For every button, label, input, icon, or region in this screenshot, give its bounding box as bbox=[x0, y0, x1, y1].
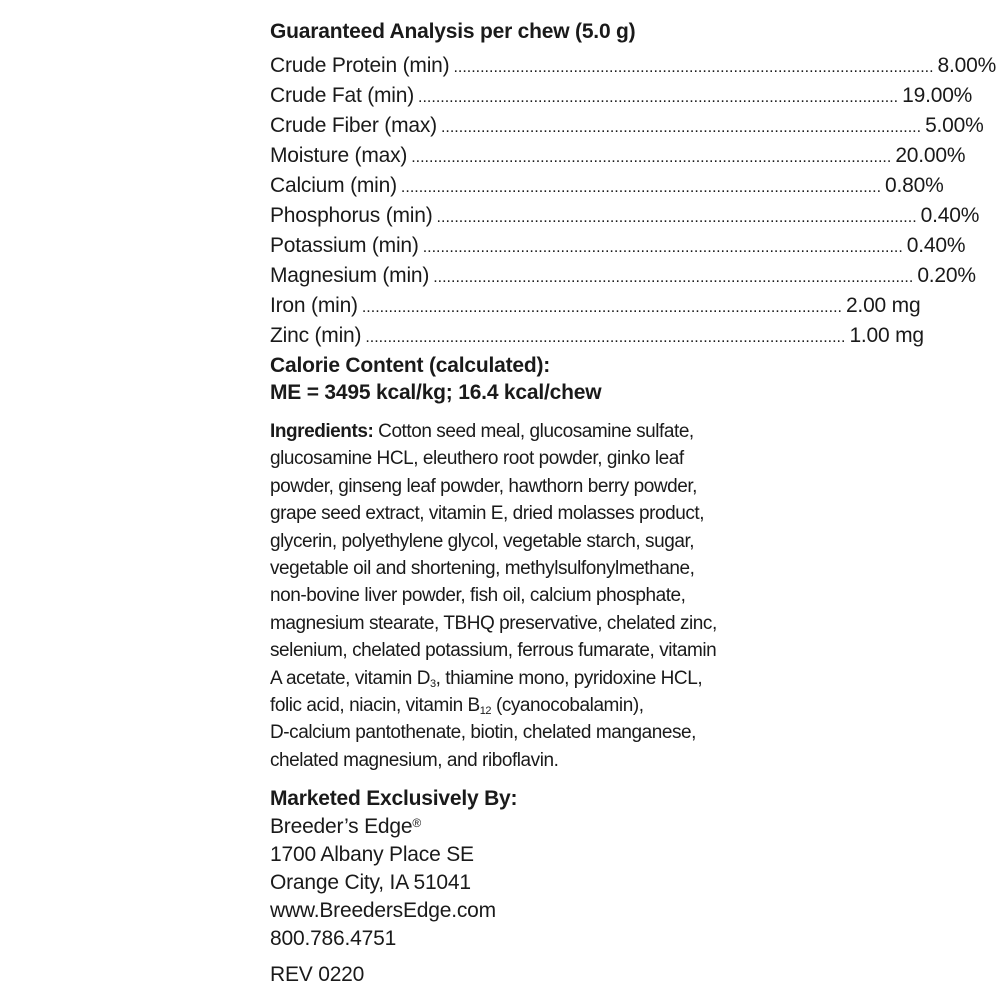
ingredients-line bbox=[270, 665, 770, 692]
nutrient-name: Moisture (max) bbox=[270, 144, 408, 167]
marketer-block bbox=[270, 785, 770, 953]
analysis-row bbox=[270, 232, 966, 262]
ingredients-line: glucosamine HCL, eleuthero root powder, ginko leaf bbox=[270, 448, 684, 470]
leader-dots: ............................................................................................................ bbox=[361, 299, 842, 316]
calorie-content-value: ME = 3495 kcal/kg; 16.4 kcal/chew bbox=[270, 381, 602, 404]
ingredients-text: folic acid, niacin, vitamin B bbox=[270, 695, 480, 717]
phone-number: 800.786.4751 bbox=[270, 927, 397, 951]
city-state-zip: Orange City, IA 51041 bbox=[270, 871, 471, 895]
leader-dots: ............................................................................................................ bbox=[453, 59, 934, 76]
leader-dots: ............................................................................................................ bbox=[365, 329, 846, 346]
nutrient-value: 0.80% bbox=[885, 174, 944, 197]
leader-dots: ............................................................................................................ bbox=[440, 119, 922, 136]
nutrient-value: 0.40% bbox=[906, 234, 966, 257]
nutrient-value: 1.00 mg bbox=[849, 324, 924, 347]
nutrient-name: Phosphorus (min) bbox=[270, 204, 433, 227]
nutrient-name: Crude Fat (min) bbox=[270, 84, 415, 107]
nutrient-value: 8.00% bbox=[937, 54, 997, 77]
ingredients-text: , thiamine mono, pyridoxine HCL, bbox=[435, 667, 703, 689]
ingredients-line bbox=[270, 418, 770, 445]
subscript: 12 bbox=[479, 705, 492, 718]
subscript: 3 bbox=[429, 677, 436, 690]
revision-code: REV 0220 bbox=[270, 963, 365, 987]
leader-dots: ............................................................................................................ bbox=[436, 209, 917, 226]
website: www.BreedersEdge.com bbox=[270, 899, 496, 923]
nutrient-name: Crude Protein (min) bbox=[270, 54, 450, 77]
ingredients-line: selenium, chelated potassium, ferrous fumarate, vitamin bbox=[270, 640, 717, 662]
nutrient-value: 5.00% bbox=[925, 114, 984, 137]
ingredients-line: magnesium stearate, TBHQ preservative, chelated zinc, bbox=[270, 612, 717, 634]
nutrient-value: 0.40% bbox=[920, 204, 980, 227]
nutrient-value: 2.00 mg bbox=[845, 294, 921, 317]
ingredients-text: A acetate, vitamin D bbox=[270, 667, 430, 689]
leader-dots: ............................................................................................................ bbox=[422, 239, 903, 256]
ingredients-line: powder, ginseng leaf powder, hawthorn berry powder, bbox=[270, 475, 698, 497]
analysis-row bbox=[270, 202, 980, 232]
registered-mark: ® bbox=[412, 816, 422, 831]
nutrient-value: 19.00% bbox=[902, 84, 973, 107]
guaranteed-analysis-title: Guaranteed Analysis per chew (5.0 g) bbox=[270, 20, 636, 43]
leader-dots: ............................................................................................................ bbox=[433, 269, 914, 286]
ingredients-line bbox=[270, 692, 770, 719]
ingredients-line: D-calcium pantothenate, biotin, chelated manganese, bbox=[270, 722, 696, 744]
ingredients-text: Cotton seed meal, glucosamine sulfate, bbox=[373, 421, 694, 442]
nutrient-name: Zinc (min) bbox=[270, 324, 362, 347]
ingredients-line: non-bovine liver powder, fish oil, calcium phosphate, bbox=[270, 585, 686, 607]
analysis-row bbox=[270, 82, 973, 112]
analysis-row bbox=[270, 52, 997, 82]
ingredients-label: Ingredients: bbox=[270, 421, 374, 442]
analysis-row bbox=[270, 292, 921, 322]
ingredients-line: glycerin, polyethylene glycol, vegetable starch, sugar, bbox=[270, 530, 695, 552]
street-address: 1700 Albany Place SE bbox=[270, 843, 474, 867]
ingredients-block bbox=[270, 418, 770, 774]
nutrient-name: Iron (min) bbox=[270, 294, 358, 317]
analysis-row bbox=[270, 262, 976, 292]
analysis-row bbox=[270, 322, 924, 352]
analysis-row bbox=[270, 172, 944, 202]
nutrient-value: 0.20% bbox=[917, 264, 976, 287]
leader-dots: ............................................................................................................ bbox=[418, 89, 899, 106]
nutrient-name: Potassium (min) bbox=[270, 234, 419, 257]
analysis-row bbox=[270, 142, 966, 172]
calorie-content-heading: Calorie Content (calculated): bbox=[270, 354, 551, 377]
leader-dots: ............................................................................................................ bbox=[411, 149, 892, 166]
marketed-by-heading: Marketed Exclusively By: bbox=[270, 787, 518, 811]
nutrient-name: Magnesium (min) bbox=[270, 264, 430, 287]
leader-dots: ............................................................................................................ bbox=[400, 179, 882, 196]
company-name bbox=[270, 813, 770, 841]
product-label bbox=[270, 18, 997, 989]
nutrient-name: Crude Fiber (max) bbox=[270, 114, 437, 137]
analysis-row bbox=[270, 112, 984, 142]
ingredients-line: chelated magnesium, and riboflavin. bbox=[270, 749, 559, 771]
nutrient-name: Calcium (min) bbox=[270, 174, 397, 197]
ingredients-line: grape seed extract, vitamin E, dried molasses product, bbox=[270, 503, 705, 525]
company-text: Breeder’s Edge bbox=[270, 815, 413, 839]
ingredients-line: vegetable oil and shortening, methylsulfonylmethane, bbox=[270, 558, 695, 580]
ingredients-text: (cyanocobalamin), bbox=[491, 695, 644, 717]
guaranteed-analysis-table bbox=[270, 52, 997, 352]
nutrient-value: 20.00% bbox=[895, 144, 966, 167]
